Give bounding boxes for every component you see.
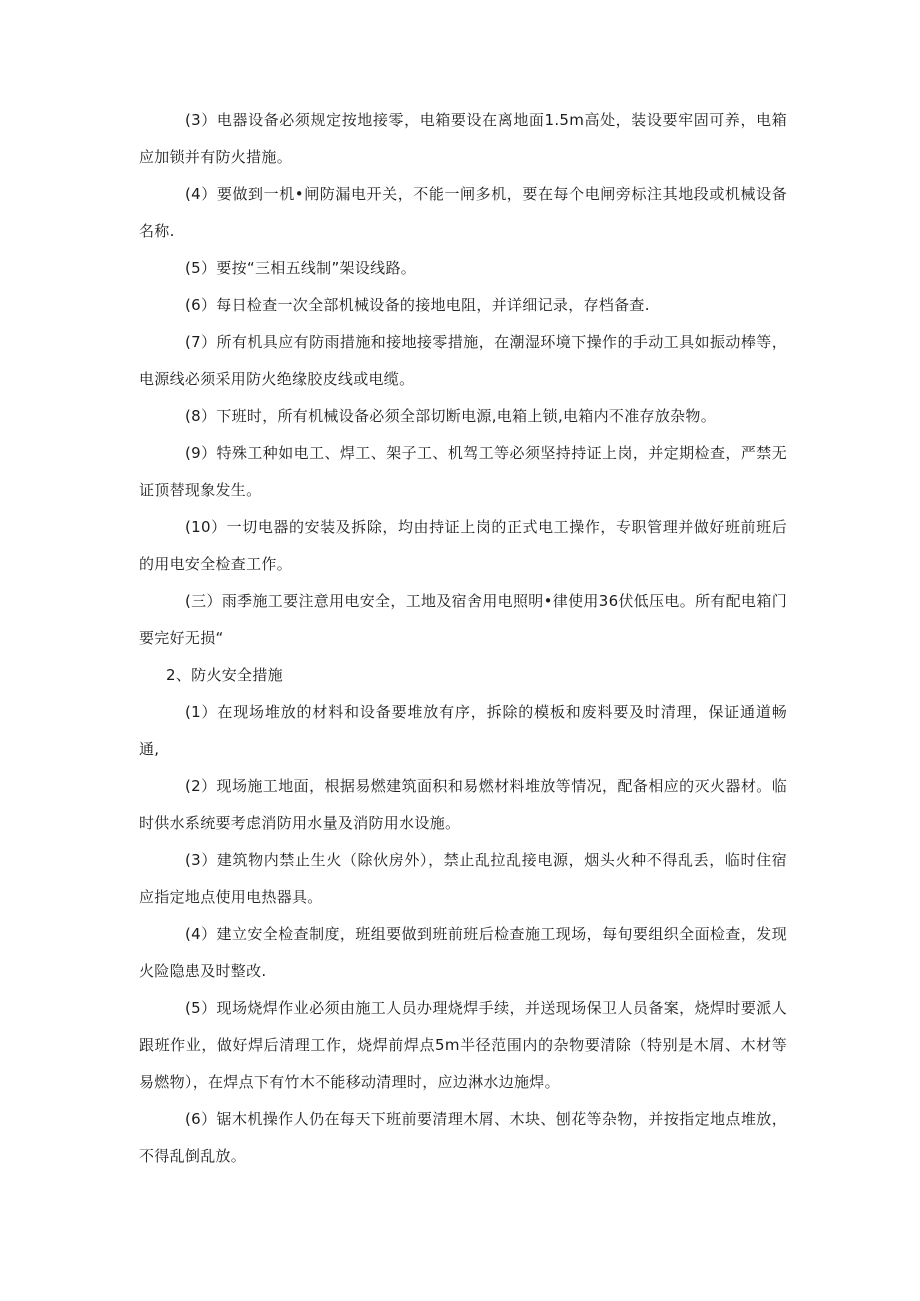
paragraph-rainy-season: (三）雨季施工要注意用电安全，工地及宿舍用电照明•律使用36伏低压电。所有配电箱门要完好无损“ [139, 592, 787, 647]
paragraph-rain-protection: (7）所有机具应有防雨措施和接地接零措施，在潮湿环境下操作的手动工具如振动棒等，电源线必须采用防火绝缘胶皮线或电缆。 [139, 333, 787, 388]
paragraph-power-off: (8）下班时，所有机械设备必须全部切断电源,电箱上锁,电箱内不准存放杂物。 [185, 407, 717, 425]
paragraph-fire-equipment: (2）现场施工地面，根据易燃建筑面积和易燃材料堆放等情况，配备相应的灭火器材。临时供水系统要考虑消防用水量及消防用水设施。 [139, 777, 787, 832]
paragraph-no-fire: (3）建筑物内禁止生火（除伙房外），禁止乱拉乱接电源，烟头火种不得乱丢，临时住宿应指定地点使用电热器具。 [139, 851, 787, 906]
paragraph-safety-inspection: (4）建立安全检查制度，班组要做到班前班后检查施工现场，每旬要组织全面检查，发现火险隐患及时整改. [139, 925, 787, 980]
paragraph-leakage-switch: (4）要做到一机•闸防漏电开关，不能一闸多机，要在每个电闸旁标注其地段或机械设备名称. [139, 185, 787, 240]
paragraph-sawmill-cleanup: (6）锯木机操作人仍在每天下班前要清理木屑、木块、刨花等杂物，并按指定地点堆放，不得乱倒乱放。 [139, 1110, 787, 1165]
paragraph-five-wire: (5）要按“三相五线制”架设线路。 [185, 259, 417, 277]
paragraph-electrician-install: (10）一切电器的安装及拆除，均由持证上岗的正式电工操作，专职管理并做好班前班后的用电安全检查工作。 [139, 518, 787, 573]
paragraph-welding: (5）现场烧焊作业必须由施工人员办理烧焊手续，并送现场保卫人员备案，烧焊时要派人跟班作业，做好焊后清理工作，烧焊前焊点5m半径范围内的杂物要清除（特别是木屑、木材等易燃物），在焊点下有竹木不能移动清理时，应边淋水边施焊。 [139, 999, 787, 1091]
paragraph-ground-resistance: (6）每日检查一次全部机械设备的接地电阻，并详细记录，存档备查. [185, 296, 650, 314]
paragraph-electrical-grounding: (3）电器设备必须规定按地接零，电箱要设在离地面1.5m高处，装设要牢固可养，电箱应加锁并有防火措施。 [139, 111, 787, 166]
paragraph-certified-workers: (9）特殊工种如电工、焊工、架子工、机驾工等必须坚持持证上岗，并定期检查，严禁无证顶替现象发生。 [139, 444, 787, 499]
paragraph-material-storage: (1）在现场堆放的材料和设备要堆放有序，拆除的模板和废料要及时清理，保证通道畅通, [139, 703, 787, 758]
section-heading-fire-safety: 2、防火安全措施 [166, 666, 283, 684]
